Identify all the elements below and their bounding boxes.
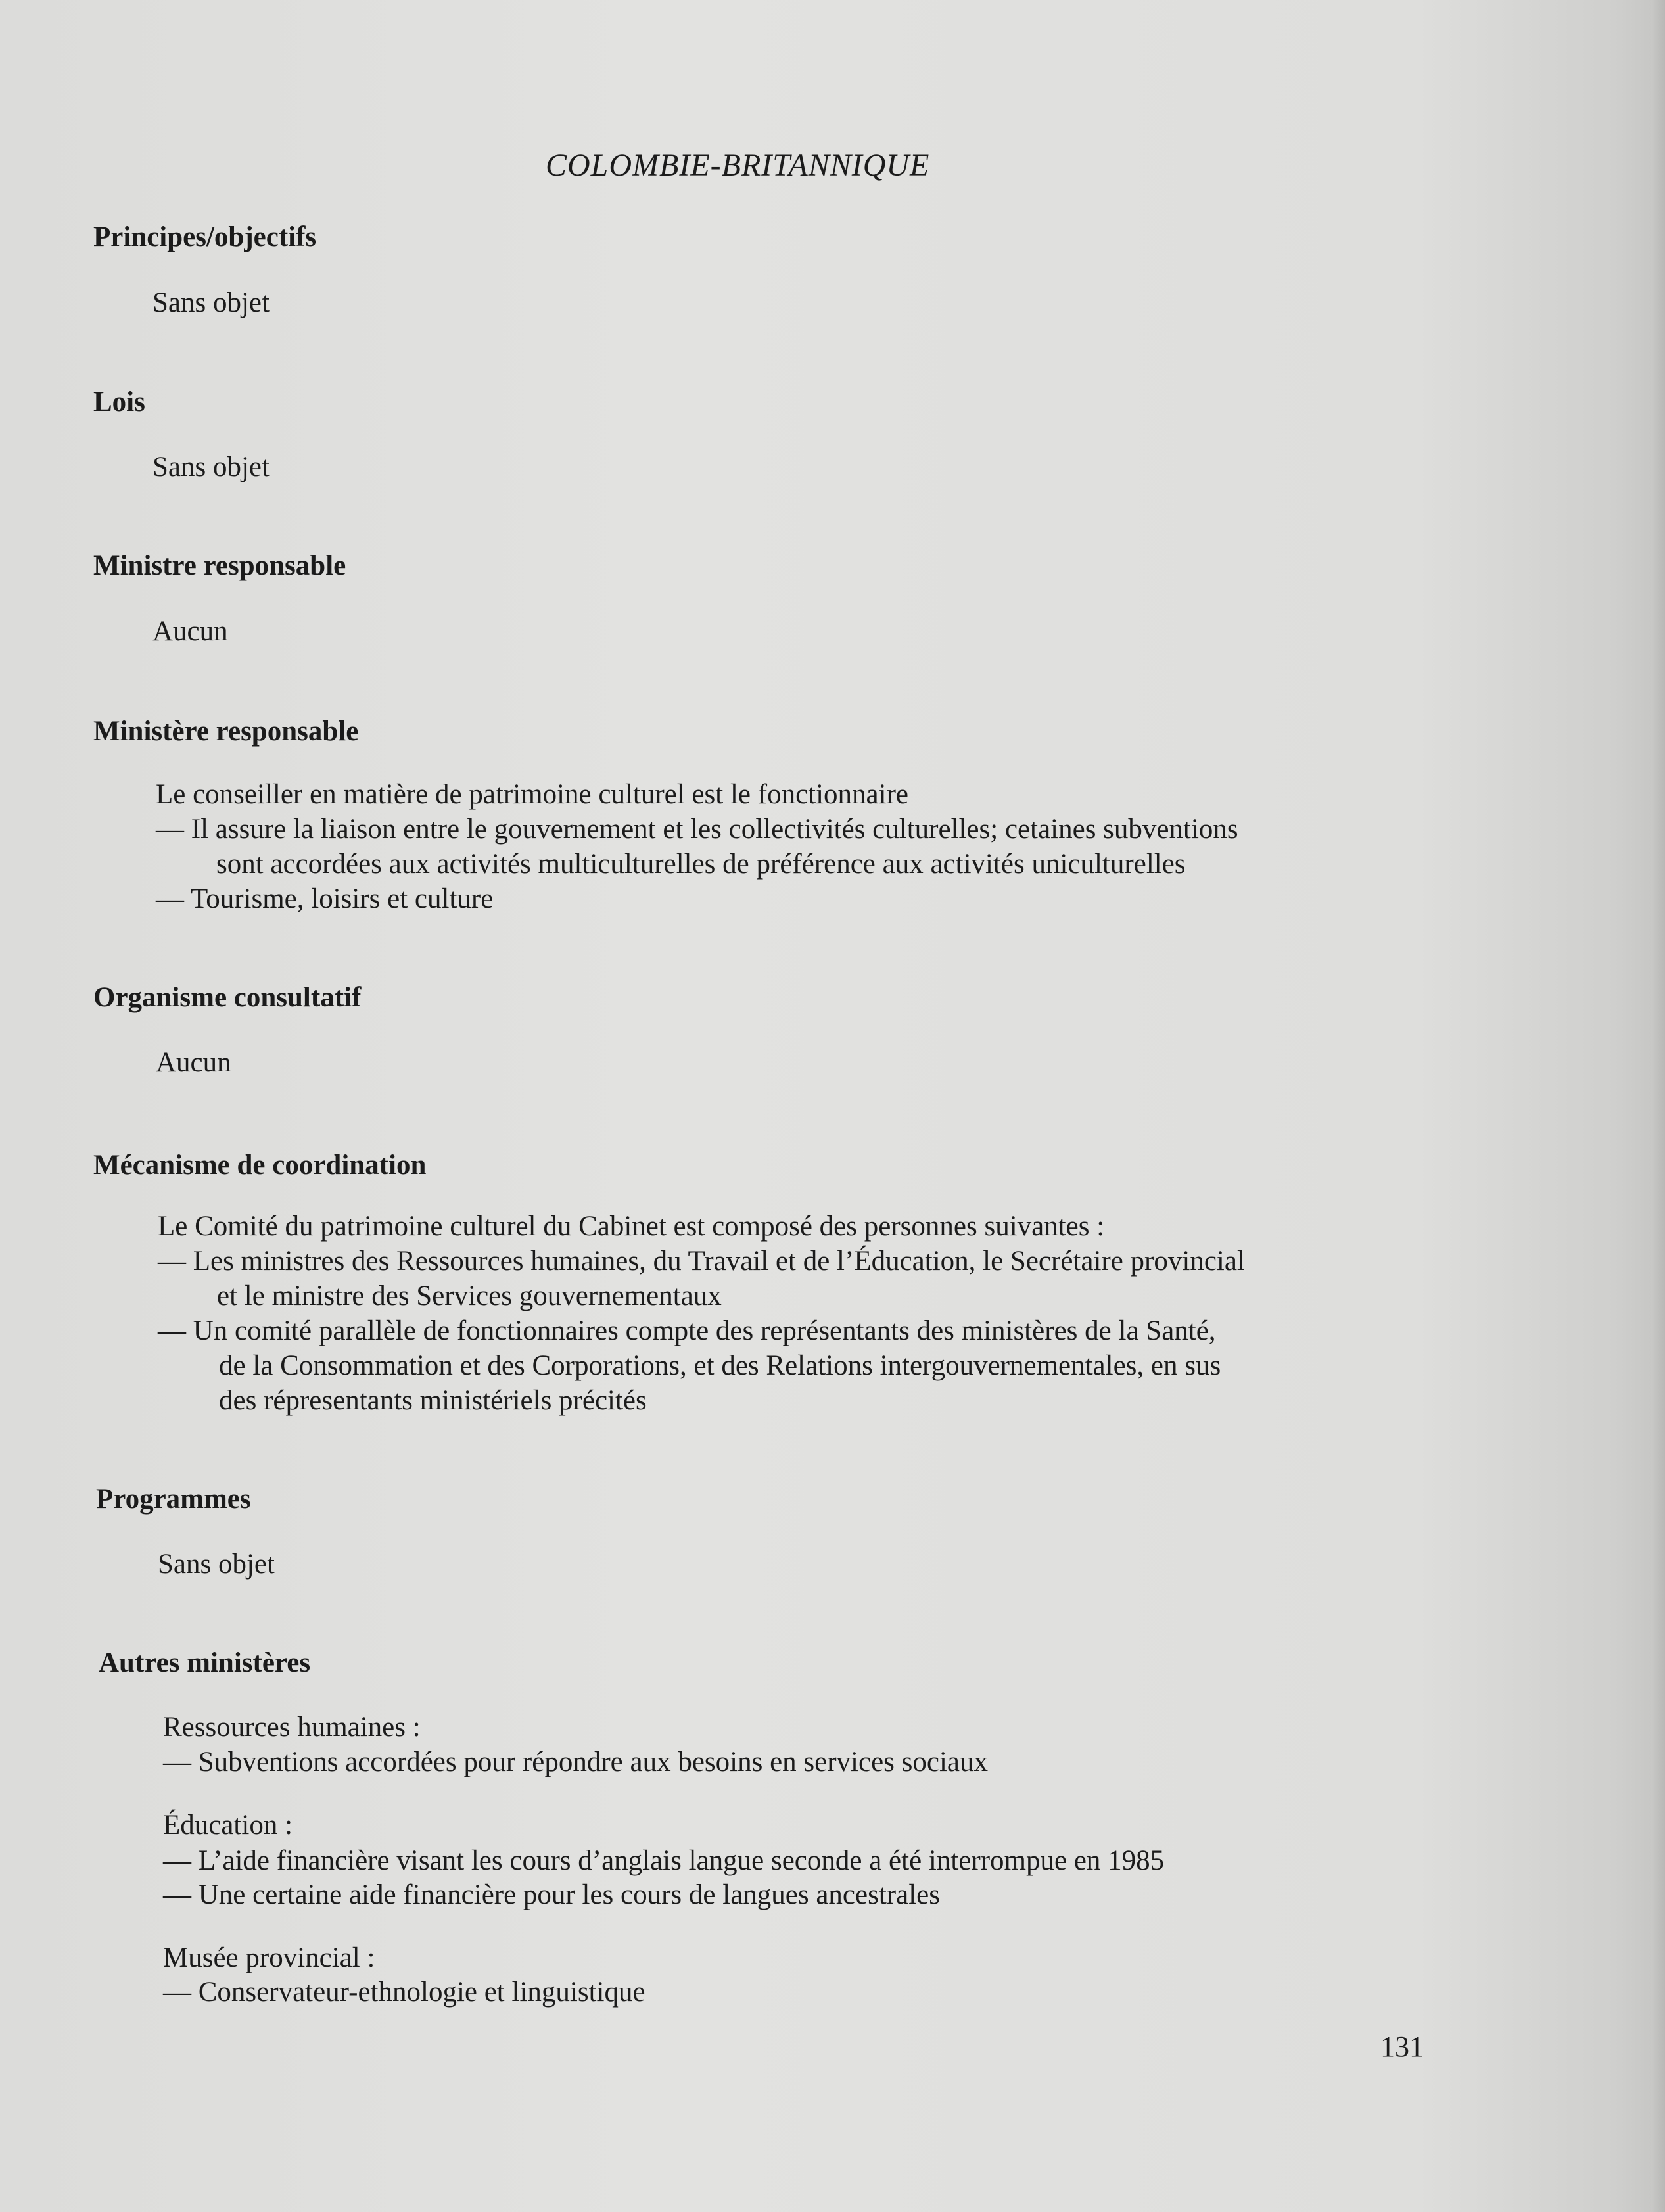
mecanisme-line: Le Comité du patrimoine culturel du Cabinet est composé des personnes suivantes : <box>158 1211 1105 1242</box>
mecanisme-line: et le ministre des Services gouvernementaux <box>217 1281 722 1311</box>
ministre-text: Aucun <box>152 616 228 647</box>
autres-line: — Subventions accordées pour répondre aux besoins en services sociaux <box>163 1747 988 1777</box>
lois-text: Sans objet <box>152 452 270 482</box>
mecanisme-line: — Les ministres des Ressources humaines, du Travail et de l’Éducation, le Secrétaire provincial <box>158 1246 1245 1277</box>
programmes-text: Sans objet <box>158 1549 275 1580</box>
organisme-text: Aucun <box>156 1047 231 1078</box>
autres-subheading: Musée provincial : <box>163 1942 375 1973</box>
heading-mecanisme: Mécanisme de coordination <box>93 1150 427 1181</box>
mecanisme-line: de la Consommation et des Corporations, et des Relations intergouvernementales, en sus <box>219 1350 1221 1381</box>
page-edge <box>1651 0 1665 2212</box>
mecanisme-line: — Un comité parallèle de fonctionnaires compte des représentants des ministères de la Santé, <box>158 1315 1216 1346</box>
heading-organisme: Organisme consultatif <box>93 982 362 1013</box>
ministere-line: — Il assure la liaison entre le gouvernement et les collectivités culturelles; cetaines subventions <box>156 814 1238 845</box>
autres-line: — L’aide financière visant les cours d’anglais langue seconde a été interrompue en 1985 <box>163 1845 1165 1876</box>
autres-line: — Conservateur-ethnologie et linguistique <box>163 1977 645 2008</box>
heading-programmes: Programmes <box>96 1484 251 1515</box>
page-number: 131 <box>1380 2031 1424 2063</box>
ministere-line: sont accordées aux activités multiculturelles de préférence aux activités uniculturelles <box>216 849 1186 880</box>
heading-lois: Lois <box>93 387 145 417</box>
principes-text: Sans objet <box>152 287 270 318</box>
ministere-line: Le conseiller en matière de patrimoine culturel est le fonctionnaire <box>156 779 908 810</box>
autres-line: — Une certaine aide financière pour les cours de langues ancestrales <box>163 1879 940 1910</box>
heading-ministere: Ministère responsable <box>93 716 359 747</box>
ministere-line: — Tourisme, loisirs et culture <box>156 883 494 914</box>
heading-principes: Principes/objectifs <box>93 222 317 252</box>
heading-autres: Autres ministères <box>99 1647 311 1678</box>
mecanisme-line: des répresentants ministériels précités <box>219 1385 647 1416</box>
heading-ministre: Ministre responsable <box>93 550 346 581</box>
autres-subheading: Éducation : <box>163 1810 293 1841</box>
page-title: COLOMBIE-BRITANNIQUE <box>546 148 930 183</box>
autres-subheading: Ressources humaines : <box>163 1712 421 1743</box>
